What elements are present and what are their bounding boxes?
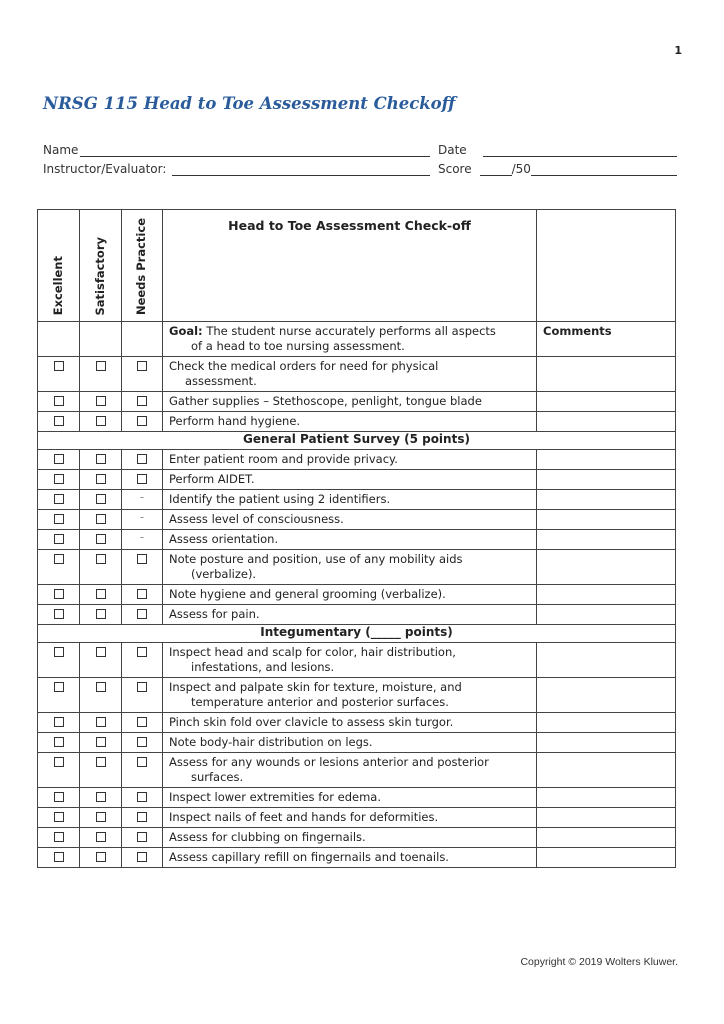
needs-practice-checkbox[interactable] xyxy=(137,454,147,464)
assessment-table xyxy=(37,209,676,868)
needs-practice-checkbox[interactable] xyxy=(137,647,147,657)
item-description: Assess for clubbing on fingernails. xyxy=(163,828,537,848)
table-row xyxy=(38,788,676,808)
table-row xyxy=(38,678,676,713)
excellent-checkbox[interactable] xyxy=(54,474,64,484)
satisfactory-checkbox[interactable] xyxy=(96,682,106,692)
item-description: Inspect nails of feet and hands for deformities. xyxy=(163,808,537,828)
needs-practice-checkbox[interactable] xyxy=(137,682,147,692)
excellent-checkbox[interactable] xyxy=(54,494,64,504)
table-row xyxy=(38,808,676,828)
table-row xyxy=(38,530,676,550)
item-description: Inspect head and scalp for color, hair distribution, infestations, and lesions. xyxy=(163,643,537,678)
comments-cell[interactable] xyxy=(537,678,676,713)
satisfactory-checkbox[interactable] xyxy=(96,416,106,426)
table-row xyxy=(38,450,676,470)
item-description: Assess capillary refill on fingernails and toenails. xyxy=(163,848,537,868)
item-description: Assess level of consciousness. xyxy=(163,510,537,530)
comments-cell[interactable] xyxy=(537,510,676,530)
needs-practice-checkbox[interactable] xyxy=(137,554,147,564)
comments-cell[interactable] xyxy=(537,490,676,510)
comments-cell[interactable] xyxy=(537,585,676,605)
satisfactory-checkbox[interactable] xyxy=(96,514,106,524)
needs-practice-checkbox[interactable] xyxy=(137,416,147,426)
item-description: Perform hand hygiene. xyxy=(163,412,537,432)
excellent-checkbox[interactable] xyxy=(54,737,64,747)
comments-cell[interactable] xyxy=(537,788,676,808)
excellent-checkbox[interactable] xyxy=(54,454,64,464)
page-number: 1 xyxy=(674,44,682,57)
table-row xyxy=(38,753,676,788)
excellent-checkbox[interactable] xyxy=(54,757,64,767)
table-row xyxy=(38,510,676,530)
score-rest-line xyxy=(531,163,677,176)
heading-comments-cell xyxy=(537,210,676,322)
comments-header: Comments xyxy=(537,322,676,357)
score-label: Score xyxy=(438,162,472,176)
item-description: Assess orientation. xyxy=(163,530,537,550)
satisfactory-checkbox[interactable] xyxy=(96,852,106,862)
needs-practice-mark[interactable]: ¨ xyxy=(139,537,145,547)
needs-practice-checkbox[interactable] xyxy=(137,717,147,727)
needs-practice-mark[interactable]: ¨ xyxy=(139,517,145,527)
item-description: Inspect lower extremities for edema. xyxy=(163,788,537,808)
comments-cell[interactable] xyxy=(537,530,676,550)
satisfactory-checkbox[interactable] xyxy=(96,454,106,464)
needs-practice-checkbox[interactable] xyxy=(137,852,147,862)
satisfactory-checkbox[interactable] xyxy=(96,832,106,842)
section-integumentary: Integumentary (_____ points) xyxy=(38,625,676,643)
excellent-checkbox[interactable] xyxy=(54,396,64,406)
header-fields xyxy=(43,138,677,176)
satisfactory-checkbox[interactable] xyxy=(96,737,106,747)
table-row xyxy=(38,828,676,848)
table-row xyxy=(38,550,676,585)
needs-practice-checkbox[interactable] xyxy=(137,361,147,371)
comments-cell[interactable] xyxy=(537,470,676,490)
excellent-checkbox[interactable] xyxy=(54,416,64,426)
needs-practice-checkbox[interactable] xyxy=(137,812,147,822)
name-label: Name xyxy=(43,143,79,157)
section-general-survey: General Patient Survey (5 points) xyxy=(38,432,676,450)
col-needs-practice: Needs Practice xyxy=(122,210,163,322)
page-title: NRSG 115 Head to Toe Assessment Checkoff xyxy=(43,94,456,113)
item-description: Note posture and position, use of any mobility aids (verbalize). xyxy=(163,550,537,585)
name-field[interactable] xyxy=(80,144,430,157)
satisfactory-checkbox[interactable] xyxy=(96,792,106,802)
table-row xyxy=(38,412,676,432)
date-field[interactable] xyxy=(483,144,677,157)
table-row xyxy=(38,490,676,510)
instructor-label: Instructor/Evaluator: xyxy=(43,162,167,176)
instructor-field[interactable] xyxy=(172,163,430,176)
satisfactory-checkbox[interactable] xyxy=(96,554,106,564)
satisfactory-checkbox[interactable] xyxy=(96,589,106,599)
excellent-checkbox[interactable] xyxy=(54,534,64,544)
item-description: Pinch skin fold over clavicle to assess skin turgor. xyxy=(163,713,537,733)
satisfactory-checkbox[interactable] xyxy=(96,812,106,822)
score-total: /50 xyxy=(511,162,531,176)
header-row xyxy=(38,210,676,322)
item-description: Assess for pain. xyxy=(163,605,537,625)
comments-cell[interactable] xyxy=(537,412,676,432)
excellent-checkbox[interactable] xyxy=(54,609,64,619)
table-row xyxy=(38,733,676,753)
excellent-checkbox[interactable] xyxy=(54,589,64,599)
table-row xyxy=(38,585,676,605)
table-row xyxy=(38,605,676,625)
table-row xyxy=(38,392,676,412)
needs-practice-checkbox[interactable] xyxy=(137,757,147,767)
item-description: Assess for any wounds or lesions anterior and posterior surfaces. xyxy=(163,753,537,788)
excellent-checkbox[interactable] xyxy=(54,682,64,692)
comments-cell[interactable] xyxy=(537,605,676,625)
comments-cell[interactable] xyxy=(537,357,676,392)
excellent-checkbox[interactable] xyxy=(54,792,64,802)
needs-practice-checkbox[interactable] xyxy=(137,609,147,619)
comments-cell[interactable] xyxy=(537,392,676,412)
excellent-checkbox[interactable] xyxy=(54,812,64,822)
excellent-checkbox[interactable] xyxy=(54,832,64,842)
needs-practice-checkbox[interactable] xyxy=(137,474,147,484)
satisfactory-checkbox[interactable] xyxy=(96,534,106,544)
excellent-checkbox[interactable] xyxy=(54,852,64,862)
table-heading: Head to Toe Assessment Check-off xyxy=(163,210,537,322)
needs-practice-checkbox[interactable] xyxy=(137,792,147,802)
comments-cell[interactable] xyxy=(537,733,676,753)
needs-practice-checkbox[interactable] xyxy=(137,589,147,599)
needs-practice-mark[interactable]: ¨ xyxy=(139,497,145,507)
score-field[interactable] xyxy=(480,163,512,176)
needs-practice-checkbox[interactable] xyxy=(137,396,147,406)
comments-cell[interactable] xyxy=(537,450,676,470)
satisfactory-checkbox[interactable] xyxy=(96,361,106,371)
item-description: Enter patient room and provide privacy. xyxy=(163,450,537,470)
item-description: Check the medical orders for need for physical assessment. xyxy=(163,357,537,392)
comments-cell[interactable] xyxy=(537,753,676,788)
table-row xyxy=(38,713,676,733)
excellent-checkbox[interactable] xyxy=(54,647,64,657)
excellent-checkbox[interactable] xyxy=(54,554,64,564)
table-row xyxy=(38,357,676,392)
satisfactory-checkbox[interactable] xyxy=(96,757,106,767)
col-excellent: Excellent xyxy=(38,210,80,322)
needs-practice-checkbox[interactable] xyxy=(137,737,147,747)
item-description: Note body-hair distribution on legs. xyxy=(163,733,537,753)
item-description: Note hygiene and general grooming (verbalize). xyxy=(163,585,537,605)
comments-cell[interactable] xyxy=(537,713,676,733)
item-description: Gather supplies – Stethoscope, penlight, tongue blade xyxy=(163,392,537,412)
table-row xyxy=(38,470,676,490)
excellent-checkbox[interactable] xyxy=(54,514,64,524)
satisfactory-checkbox[interactable] xyxy=(96,474,106,484)
table-row xyxy=(38,848,676,868)
table-row xyxy=(38,643,676,678)
goal-text: Goal: The student nurse accurately performs all aspects of a head to toe nursing assessment. xyxy=(163,322,537,357)
satisfactory-checkbox[interactable] xyxy=(96,717,106,727)
col-satisfactory: Satisfactory xyxy=(80,210,122,322)
comments-cell[interactable] xyxy=(537,808,676,828)
satisfactory-checkbox[interactable] xyxy=(96,647,106,657)
excellent-checkbox[interactable] xyxy=(54,717,64,727)
goal-row xyxy=(38,322,676,357)
comments-cell[interactable] xyxy=(537,848,676,868)
item-description: Perform AIDET. xyxy=(163,470,537,490)
satisfactory-checkbox[interactable] xyxy=(96,494,106,504)
item-description: Inspect and palpate skin for texture, moisture, and temperature anterior and posterior surfaces. xyxy=(163,678,537,713)
comments-cell[interactable] xyxy=(537,550,676,585)
satisfactory-checkbox[interactable] xyxy=(96,609,106,619)
copyright: Copyright © 2019 Wolters Kluwer. xyxy=(520,956,678,968)
comments-cell[interactable] xyxy=(537,643,676,678)
date-label: Date xyxy=(438,143,467,157)
satisfactory-checkbox[interactable] xyxy=(96,396,106,406)
needs-practice-checkbox[interactable] xyxy=(137,832,147,842)
item-description: Identify the patient using 2 identifiers. xyxy=(163,490,537,510)
excellent-checkbox[interactable] xyxy=(54,361,64,371)
comments-cell[interactable] xyxy=(537,828,676,848)
